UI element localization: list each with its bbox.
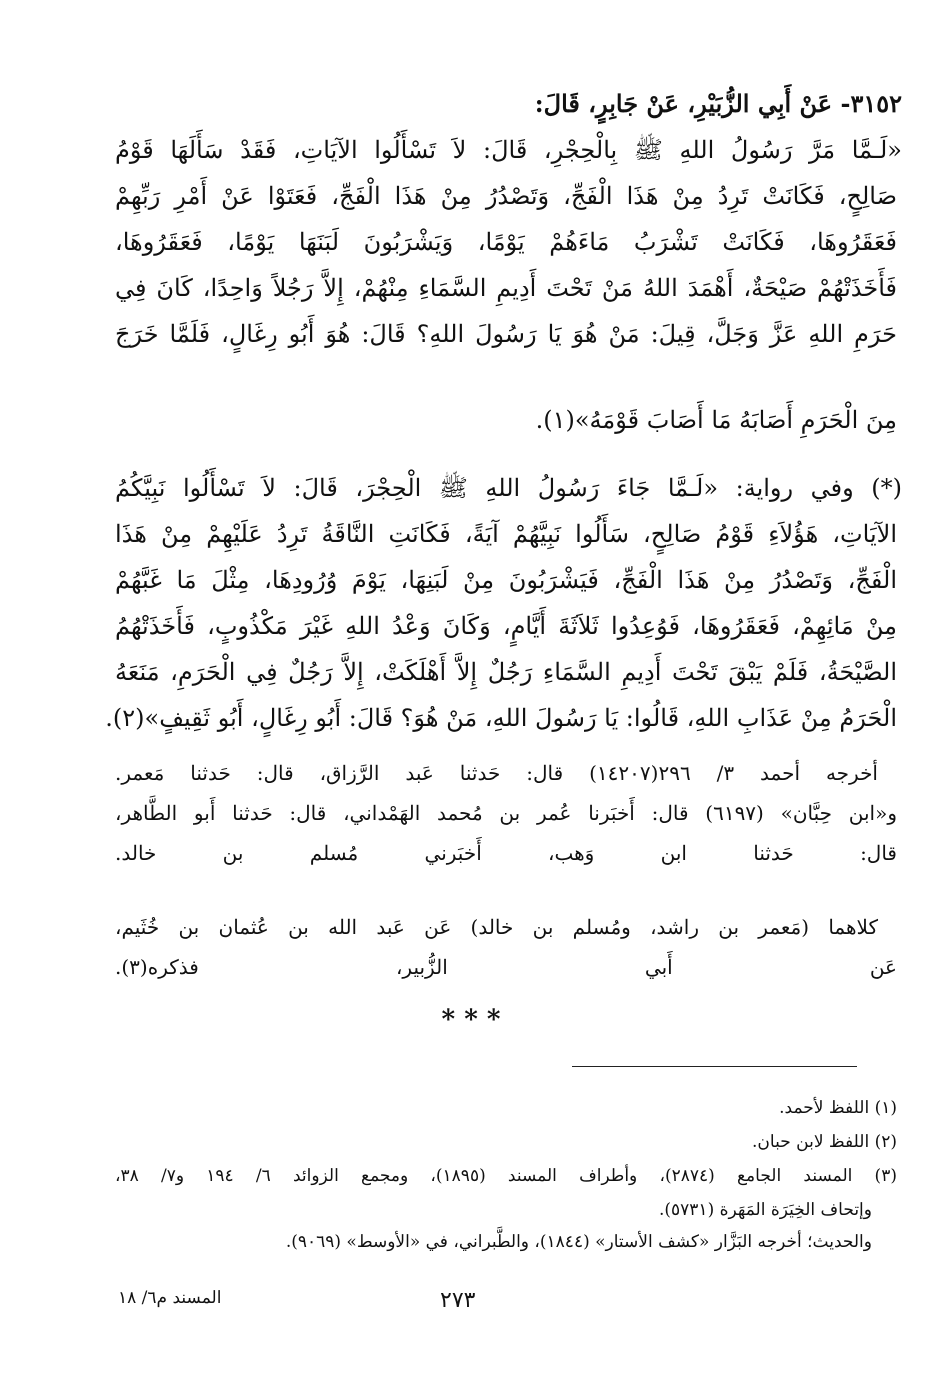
text-line: الآيَاتِ، هَؤُلاَءِ قَوْمُ صَالِحٍ، سَأَلُوا نَبِيَّهُمْ آيَةً، فَكَانَتِ النَّاقَةُ تَرِدُ عَلَيْهِمْ مِنْ هَذَا (115, 520, 897, 548)
text-line: صَالِحٍ، فَكَانَتْ تَرِدُ مِنْ هَذَا الْفَجِّ، وَتَصْدُرُ مِنْ هَذَا الْفَجِّ، فَعَتَوْا عَنْ أَمْرِ رَبِّهِمْ (115, 182, 897, 210)
section-separator: * * * (441, 1005, 501, 1035)
footnote: والحديث؛ أخرجه البَزَّار «كشف الأستار» (١٨٤٤)، والطَّبراني، في «الأوسط» (٩٠٦٩). (285, 1232, 872, 1252)
chain-line: كلاهما (مَعمر بن راشد، ومُسلم بن خالد) عَن عَبد الله بن عُثمان بن خُثَيم، (115, 915, 878, 939)
text-line: فَأَخَذَتْهُمْ صَيْحَةٌ، أَهْمَدَ اللهُ مَنْ تَحْتَ أَدِيمِ السَّمَاءِ مِنْهُمْ، إِلاَّ رَجُلاً وَاحِدًا، كَانَ فِي (115, 274, 897, 302)
hadith-heading: ٣١٥٢- عَنْ أَبِي الزُّبَيْرِ، عَنْ جَابِرٍ، قَالَ: (534, 89, 902, 118)
footnote: (١) اللفظ لأحمد. (779, 1098, 897, 1118)
text-line: «لَـمَّا مَرَّ رَسُولُ اللهِ ﷺ بِالْحِجْرِ، قَالَ: لاَ تَسْأَلُوا الآيَاتِ، فَقَدْ سَأَلَهَا قَوْمُ (115, 136, 902, 164)
text-line: حَرَمِ اللهِ عَزَّ وَجَلَّ، قِيلَ: مَنْ هُوَ يَا رَسُولَ اللهِ؟ قَالَ: هُوَ أَبُو رِغَالٍ، فَلَمَّا خَرَجَ (115, 320, 897, 348)
source-line: و«ابن حِبَّان» (٦١٩٧) قال: أَخبَرنا عُمر بن مُحمد الهَمْداني، قال: حَدثنا أَبو الطَّاهر، (115, 801, 897, 825)
source-line: قال: حَدثنا ابن وَهب، أَخبَرني مُسلم بن خالد. (115, 841, 897, 865)
signature-mark: المسند م٦/ ١٨ (118, 1288, 222, 1308)
text-line: (*) وفي رواية: «لَـمَّا جَاءَ رَسُولُ اللهِ ﷺ الْحِجْرَ، قَالَ: لاَ تَسْأَلُوا نَبِيَّكُمُ (115, 474, 902, 502)
text-line: مِنْ مَائِهِمْ، فَعَقَرُوهَا، فَوُعِدُوا ثَلاَثَةَ أَيَّامٍ، وَكَانَ وَعْدُ اللهِ غَيْرَ مَكْذُوبٍ، فَأَخَذَتْهُمُ (115, 612, 897, 640)
chain-line: عَن أَبي الزُّبير، فذكره(٣). (115, 955, 897, 979)
text-line: مِنَ الْحَرَمِ أَصَابَهُ مَا أَصَابَ قَوْمَهُ»(١). (535, 406, 897, 434)
text-line: الْحَرَمُ مِنْ عَذَابِ اللهِ، قَالُوا: يَا رَسُولَ اللهِ، مَنْ هُوَ؟ قَالَ: أَبُو رِغَالٍ، أَبُو ثَقِيفٍ»(٢). (105, 704, 897, 732)
text-line: الصَّيْحَةُ، فَلَمْ يَبْقَ تَحْتَ أَدِيمِ السَّمَاءِ رَجُلٌ إِلاَّ أَهْلَكَتْ، إِلاَّ رَجُلٌ فِي الْحَرَمِ، مَنَعَهُ (115, 658, 898, 686)
source-line: أخرجه أحمد ٣/ ٢٩٦(١٤٢٠٧) قال: حَدثنا عَبد الرَّزاق، قال: حَدثنا مَعمر. (115, 761, 878, 785)
page-number: ٢٧٣ (440, 1288, 476, 1313)
text-line: فَعَقَرُوهَا، فَكَانَتْ تَشْرَبُ مَاءَهُمْ يَوْمًا، وَيَشْرَبُونَ لَبَنَهَا يَوْمًا، فَعَقَرُوهَا، (115, 228, 897, 256)
footnote-divider (572, 1066, 857, 1067)
footnote: (٣) المسند الجامع (٢٨٧٤)، وأطراف المسند (١٨٩٥)، ومجمع الزوائد ٦/ ١٩٤ و٧/ ٣٨، (115, 1166, 897, 1186)
text-line: الْفَجِّ، وَتَصْدُرُ مِنْ هَذَا الْفَجِّ، فَيَشْرَبُونَ مِنْ لَبَنِهَا، يَوْمَ وُرُودِهَا، مِثْلَ مَا غَبَّهُمْ (115, 566, 897, 594)
footnote: (٢) اللفظ لابن حبان. (752, 1132, 897, 1152)
footnote: وإتحاف الخِيَرَة المَهَرة (٥٧٣١). (658, 1200, 872, 1220)
